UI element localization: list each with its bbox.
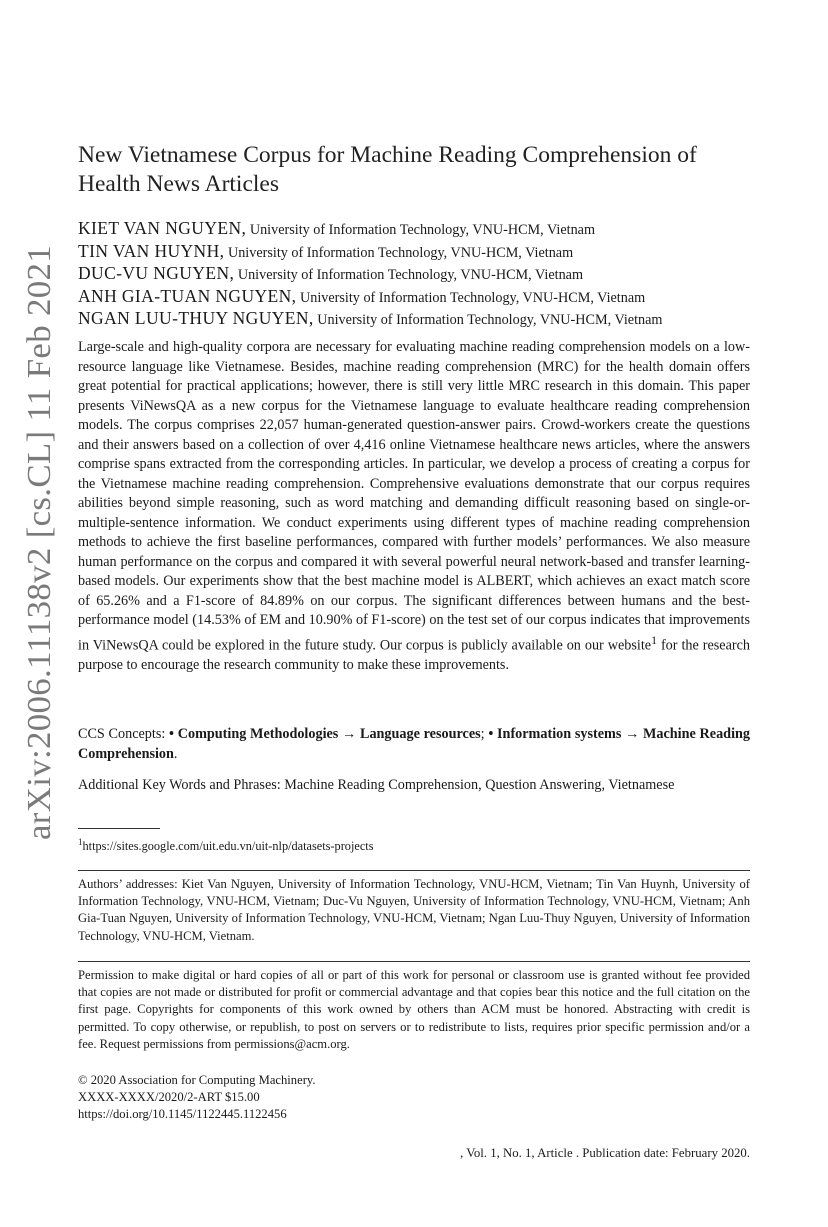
abstract-text-end: for the research purpose to encourage the research community to make these improvements.: [78, 637, 750, 673]
copyright-line: © 2020 Association for Computing Machinery.: [78, 1073, 316, 1087]
footnote: [78, 834, 373, 855]
issn-line: XXXX-XXXX/2020/2-ART $15.00: [78, 1090, 260, 1105]
arxiv-stamp-text: arXiv:2006.11138v2 [cs.CL] 11 Feb 2021: [21, 260, 58, 840]
ccs-end: .: [173, 745, 178, 762]
keywords: Additional Key Words and Phrases: Machine Reading Comprehension, Question Answering, Vietnamese: [78, 777, 675, 793]
author-name: TIN VAN HUYNH,: [78, 240, 225, 261]
author-affiliation: University of Information Technology, VNU-HCM, Vietnam: [234, 267, 584, 283]
copyright-block: [78, 1072, 316, 1124]
arxiv-stamp: [10, 240, 60, 840]
ccs-separator: ;: [480, 726, 489, 742]
author-affiliation: University of Information Technology, VNU-HCM, Vietnam: [246, 222, 596, 238]
author-affiliation: University of Information Technology, VNU-HCM, Vietnam: [224, 244, 574, 261]
doi-link[interactable]: https://doi.org/10.1145/1122445.1122456: [78, 1107, 287, 1122]
author-addresses: Authors’ addresses: Kiet Van Nguyen, University of Information Technology, VNU-HCM, Vietnam; Tin Van Huynh, University of Information Technology, VNU-HCM, Vietnam; Duc-Vu Nguyen, University of Information Technology, VNU-HCM, Vietnam; Anh Gia-Tuan Nguyen, University of Information Technology, VNU-HCM, Vietnam; Ngan Luu-Thuy Nguyen, University of Information Technology, VNU-HCM, Vietnam.: [78, 877, 750, 943]
section-divider: [78, 961, 750, 962]
permission-notice: Permission to make digital or hard copies of all or part of this work for personal or classroom use is granted without fee provided that copies are not made or distributed for profit or commercial advantage and that copies bear this notice and the full citation on the first page. Copyrights for components of this work owned by others than ACM must be honored. Abstracting with credit is permitted. To copy otherwise, or republish, to post on servers or to redistribute to lists, requires prior specific permission and/or a fee. Request permissions from permissions@acm.org.: [78, 968, 750, 1051]
footnote-mark[interactable]: 1: [651, 632, 657, 647]
ccs-concept-2: • Information systems → Machine Reading Comprehension: [78, 726, 750, 762]
publication-info: , Vol. 1, No. 1, Article . Publication date: February 2020.: [460, 1146, 750, 1160]
paper-title: New Vietnamese Corpus for Machine Reading Comprehension of Health News Articles: [78, 142, 697, 197]
footnote-url-link[interactable]: https://sites.google.com/uit.edu.vn/uit-nlp/datasets-projects: [82, 839, 374, 854]
author-name: NGAN LUU-THUY NGUYEN,: [78, 308, 314, 328]
author-entry: [78, 241, 758, 264]
abstract-text: Large-scale and high-quality corpora are necessary for evaluating machine reading comprehension models on a low-resource language like Vietnamese. Besides, machine reading comprehension (MRC) for the health domain offers great potential for practical applications; however, there is still very little MRC research in this domain. This paper presents ViNewsQA as a new corpus for the Vietnamese language to evaluate healthcare reading comprehension models. The corpus comprises 22,057 human-generated question-answer pairs. Crowd-workers create the questions and their answers based on a collection of over 4,416 online Vietnamese healthcare news articles, where the answers comprise spans extracted from the corresponding articles. In particular, we develop a process of creating a corpus for the Vietnamese machine reading comprehension. Comprehensive evaluations demonstrate that our corpus requires abilities beyond simple reasoning, such as word matching and demanding difficult reasoning based on single-or-multiple-sentence information. We conduct experiments using different types of machine reading comprehension methods to achieve the first baseline performances, compared with further models’ performances. We also measure human performance on the corpus and compared it with several powerful neural network-based and transfer learning-based models. Our experiments show that the best machine model is ALBERT, which achieves an exact match score of 65.26% and a F1-score of 84.89% on our corpus. The significant differences between humans and the best-performance model (14.53% of EM and 10.90% of F1-score) on the test set of our corpus indicates that improvements in ViNewsQA could be explored in the future study. Our corpus is publicly available on our website: [78, 339, 750, 654]
ccs-concept-1: • Computing Methodologies → Language resources: [169, 726, 481, 742]
ccs-label: CCS Concepts:: [78, 726, 170, 742]
ccs-concepts: [78, 725, 750, 764]
footnote-number: 1: [78, 837, 83, 847]
author-name: KIET VAN NGUYEN,: [78, 218, 247, 238]
author-entry: [78, 218, 758, 241]
abstract: [78, 338, 750, 675]
author-entry: [78, 263, 758, 286]
author-affiliation: University of Information Technology, VNU-HCM, Vietnam: [296, 289, 646, 306]
author-affiliation: University of Information Technology, VNU-HCM, Vietnam: [313, 312, 663, 328]
footnote-rule: [78, 828, 160, 829]
author-name: ANH GIA-TUAN NGUYEN,: [78, 285, 297, 306]
author-entry: [78, 308, 758, 331]
section-divider: [78, 870, 750, 871]
author-name: DUC-VU NGUYEN,: [78, 263, 235, 283]
author-entry: [78, 286, 758, 309]
author-list: [78, 218, 758, 331]
